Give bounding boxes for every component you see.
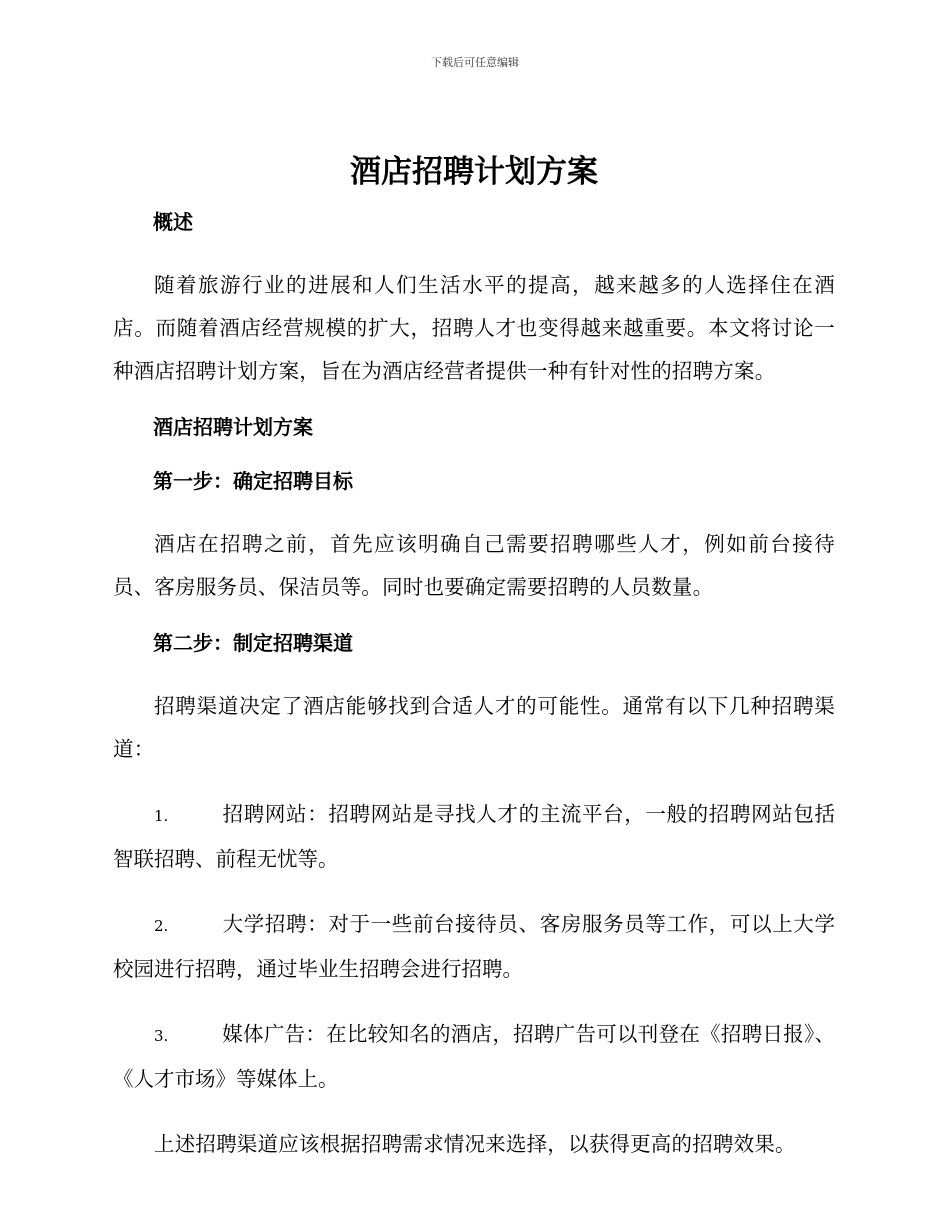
list-item-text: 大学招聘：对于一些前台接待员、客房服务员等工作，可以上大学校园进行招聘，通过毕业生招聘会进行招聘。 <box>113 912 835 981</box>
closing-paragraph: 上述招聘渠道应该根据招聘需求情况来选择，以获得更高的招聘效果。 <box>154 1132 796 1156</box>
list-item-number: 1. <box>154 807 169 825</box>
list-item-text: 媒体广告：在比较知名的酒店，招聘广告可以刊登在《招聘日报》、《人才市场》等媒体上。 <box>113 1022 835 1091</box>
page-header-note: 下载后可任意编辑 <box>431 56 519 69</box>
step1-heading: 第一步：确定招聘目标 <box>153 469 353 493</box>
list-item <box>113 793 835 881</box>
list-item <box>113 903 835 991</box>
step1-paragraph: 酒店在招聘之前，首先应该明确自己需要招聘哪些人才，例如前台接待员、客房服务员、保洁员等。同时也要确定需要招聘的人员数量。 <box>113 532 835 599</box>
list-item <box>113 1013 835 1101</box>
list-item-number: 3. <box>154 1027 169 1045</box>
list-item-number: 2. <box>154 917 169 935</box>
document-body <box>113 146 835 1188</box>
overview-paragraph: 随着旅游行业的进展和人们生活水平的提高，越来越多的人选择住在酒店。而随着酒店经营规模的扩大，招聘人才也变得越来越重要。本文将讨论一种酒店招聘计划方案，旨在为酒店经营者提供一种有针对性的招聘方案。 <box>113 273 835 383</box>
list-item-text: 招聘网站：招聘网站是寻找人才的主流平台，一般的招聘网站包括智联招聘、前程无忧等。 <box>113 802 835 871</box>
step2-heading: 第二步：制定招聘渠道 <box>153 631 353 655</box>
plan-heading: 酒店招聘计划方案 <box>153 415 313 439</box>
overview-heading: 概述 <box>153 210 193 234</box>
document-title: 酒店招聘计划方案 <box>350 154 598 190</box>
step2-paragraph: 招聘渠道决定了酒店能够找到合适人才的可能性。通常有以下几种招聘渠道： <box>113 694 835 761</box>
